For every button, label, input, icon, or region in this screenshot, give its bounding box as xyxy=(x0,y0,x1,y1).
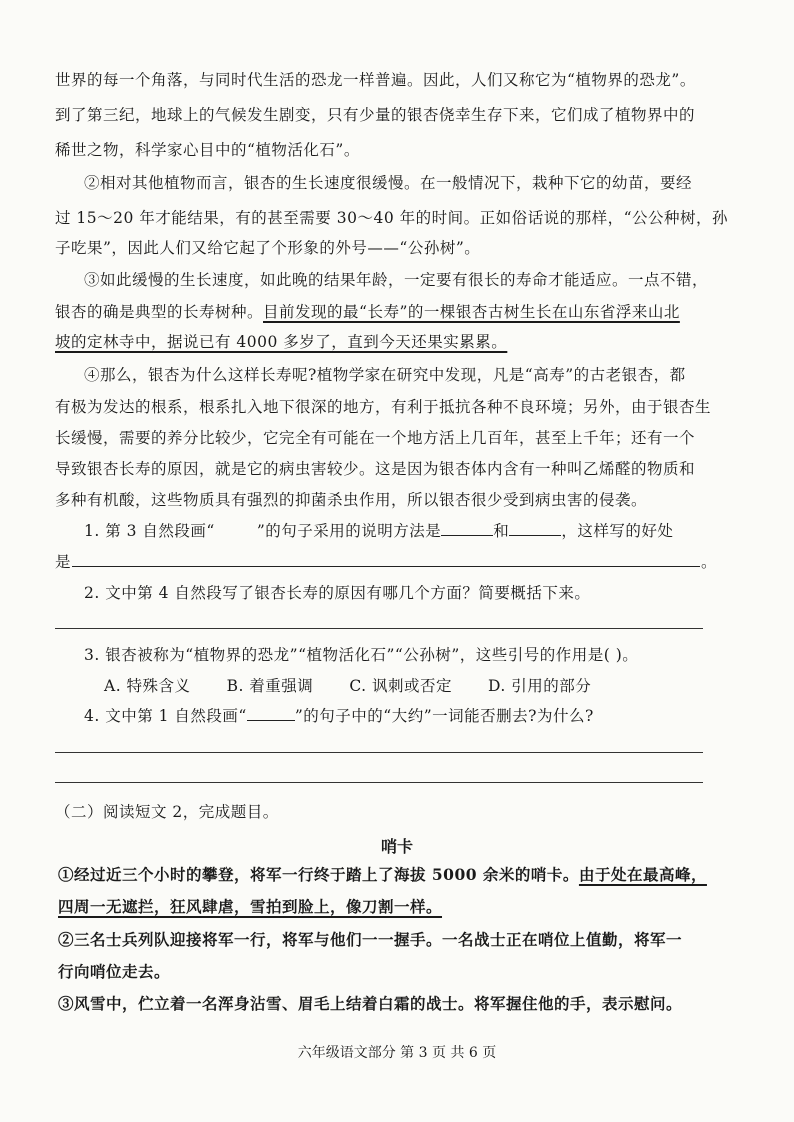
answer-line[interactable] xyxy=(55,752,703,753)
section-heading: （二）阅读短文 2，完成题目。 xyxy=(55,803,279,821)
question-text: 4. 文中第 1 自然段画“ xyxy=(84,707,247,725)
answer-line[interactable] xyxy=(72,566,700,567)
page-footer: 六年级语文部分 第 3 页 共 6 页 xyxy=(297,1045,497,1061)
answer-blank[interactable] xyxy=(247,706,295,721)
option-c[interactable]: C. 讽刺或否定 xyxy=(349,677,452,695)
passage-line: 长缓慢，需要的养分比较少，它完全有可能在一个地方活上几百年，甚至上千年；还有一个 xyxy=(55,429,696,447)
passage-line: 过 15～20 年才能结果，有的甚至需要 30～40 年的时间。正如俗话说的那样，“公公种树，孙 xyxy=(55,209,729,227)
passage-line: 到了第三纪，地球上的气候发生剧变，只有少量的银杏侥幸生存下来，它们成了植物界中的 xyxy=(55,106,696,124)
passage-line: 稀世之物，科学家心目中的“植物活化石”。 xyxy=(55,141,360,159)
question-text: ”的句子中的“大约”一词能否删去?为什么? xyxy=(294,707,594,725)
passage-title: 哨卡 xyxy=(380,837,413,856)
question-text: 。 xyxy=(701,553,718,571)
underlined-sentence: 目前发现的最“长寿”的一棵银杏古树生长在山东省浮来山北 xyxy=(263,303,680,321)
question-text: 1. 第 3 自然段画“ xyxy=(84,522,215,540)
passage-line xyxy=(55,332,507,352)
passage-line: 子吃果”，因此人们又给它起了个形象的外号——“公孙树”。 xyxy=(55,239,481,257)
answer-blank[interactable] xyxy=(509,521,561,536)
answer-line[interactable] xyxy=(55,628,703,629)
passage-line: ③如此缓慢的生长速度，如此晚的结果年龄，一定要有很长的寿命才能适应。一点不错， xyxy=(84,271,709,289)
passage-text: 银杏的确是典型的长寿树种。 xyxy=(55,303,264,321)
question-2: 2. 文中第 4 自然段写了银杏长寿的原因有哪几个方面？简要概括下来。 xyxy=(84,584,591,602)
passage-line: 有极为发达的根系，根系扎入地下很深的地方，有利于抵抗各种不良环境；另外，由于银杏生 xyxy=(55,398,712,416)
passage-line: ②三名士兵列队迎接将军一行，将军与他们一一握手。一名战士正在哨位上值勤，将军一 xyxy=(58,930,683,949)
passage-line xyxy=(55,302,680,322)
passage-line xyxy=(58,897,442,917)
passage-line xyxy=(58,865,707,885)
answer-line[interactable] xyxy=(55,782,703,783)
passage-line: ③风雪中，伫立着一名浑身沾雪、眉毛上结着白霜的战士。将军握住他的手，表示慰问。 xyxy=(58,994,683,1013)
passage-line: ④那么，银杏为什么这样长寿呢?植物学家在研究中发现，凡是“高寿”的古老银杏，都 xyxy=(84,366,686,384)
question-text: ”的句子采用的说明方法是 xyxy=(256,522,442,540)
passage-line: ②相对其他植物而言，银杏的生长速度很缓慢。在一般情况下，栽种下它的幼苗，要经 xyxy=(84,174,693,192)
question-1 xyxy=(84,521,673,541)
question-3-options xyxy=(104,676,627,696)
underlined-sentence: 四周一无遮拦，狂风肆虐，雪拍到脸上，像刀割一样。 xyxy=(58,897,443,916)
option-d[interactable]: D. 引用的部分 xyxy=(487,677,592,695)
passage-line: 多种有机酸，这些物质具有强烈的抑菌杀虫作用，所以银杏很少受到病虫害的侵袭。 xyxy=(55,491,648,509)
question-text: ，这样写的好处 xyxy=(561,522,674,540)
option-a[interactable]: A. 特殊含义 xyxy=(104,677,191,695)
passage-line: 行向哨位走去。 xyxy=(58,962,171,981)
answer-blank[interactable] xyxy=(441,521,493,536)
underlined-sentence: 坡的定林寺中，据说已有 4000 多岁了，直到今天还果实累累。 xyxy=(55,333,508,351)
question-text: 和 xyxy=(493,522,510,540)
question-1-cont: 是 xyxy=(55,553,72,571)
passage-line: 世界的每一个角落，与同时代生活的恐龙一样普遍。因此，人们又称它为“植物界的恐龙”。 xyxy=(55,71,696,89)
passage-line: 导致银杏长寿的原因，就是它的病虫害较少。这是因为银杏体内含有一种叫乙烯醛的物质和 xyxy=(55,460,696,478)
option-b[interactable]: B. 着重强调 xyxy=(226,677,314,695)
question-4 xyxy=(84,706,594,726)
underlined-sentence: 由于处在最高峰， xyxy=(578,865,707,884)
question-3: 3. 银杏被称为“植物界的恐龙”“植物活化石”“公孙树”，这些引号的作用是( )。 xyxy=(84,646,639,664)
passage-text: ①经过近三个小时的攀登，将军一行终于踏上了海拔 5000 余米的哨卡。 xyxy=(58,865,579,884)
